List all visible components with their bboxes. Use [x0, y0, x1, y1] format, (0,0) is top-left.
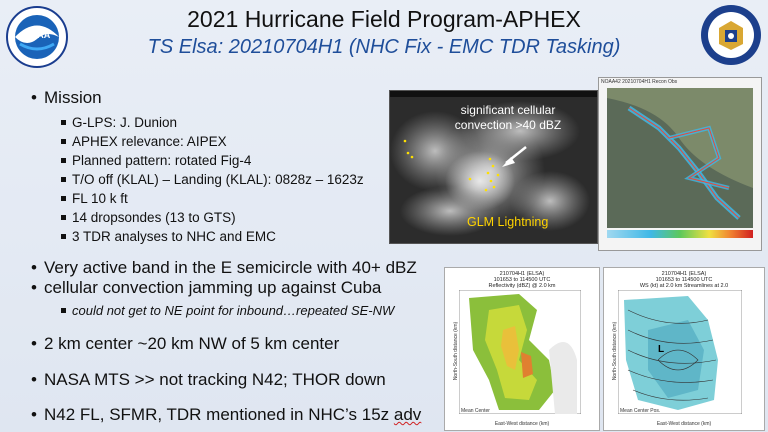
- bullet-mission: • Mission: [44, 88, 102, 108]
- satellite-image: [389, 90, 598, 244]
- mission-item: 3 TDR analyses to NHC and EMC: [72, 229, 276, 244]
- bullet-center: • 2 km center ~20 km NW of 5 km center: [44, 334, 339, 354]
- commerce-seal: [700, 4, 762, 66]
- wind-corner: Mean Center Pos.: [620, 408, 661, 414]
- mission-item: Planned pattern: rotated Fig-4: [72, 153, 252, 168]
- bullet-mts: • NASA MTS >> not tracking N42; THOR down: [44, 370, 386, 390]
- bullet-advisory: [44, 405, 421, 425]
- mission-item: 14 dropsondes (13 to GTS): [72, 210, 236, 225]
- wind-title-2: 101653 to 114500 UTC: [655, 277, 713, 283]
- reflectivity-ylabel: North-South distance (km): [453, 321, 460, 381]
- band-sub-item: could not get to NE point for inbound…repeated SE-NW: [72, 303, 395, 318]
- reflectivity-title-1: 210704H1 (ELSA): [499, 271, 545, 277]
- wind-panel: [603, 267, 765, 431]
- glm-legend: GLM Lightning: [467, 215, 549, 229]
- track-map-title: NOAA42 20210704H1 Recon Obs: [601, 79, 678, 85]
- flight-track-map: [598, 77, 762, 251]
- wind-ylabel: North-South distance (km): [612, 321, 619, 381]
- wind-title-1: 210704H1 (ELSA): [661, 271, 707, 277]
- bullet-band: • Very active band in the E semicircle with 40+ dBZ: [44, 258, 417, 278]
- low-center-mark: L: [658, 344, 665, 355]
- mission-item: T/O off (KLAL) – Landing (KLAL): 0828z – 1623z: [72, 172, 364, 187]
- reflectivity-title-2: 101653 to 114500 UTC: [493, 277, 551, 283]
- convection-callout: significant cellular convection >40 dBZ: [454, 103, 562, 132]
- reflectivity-corner: Mean Center: [461, 408, 490, 414]
- reflectivity-panel: [444, 267, 600, 431]
- wind-plot: [618, 290, 742, 414]
- wind-xlabel: East-West distance (km): [656, 421, 712, 427]
- advisory-text: N42 FL, SFMR, TDR mentioned in NHC’s 15z: [44, 405, 394, 424]
- track-map-graphic: [599, 78, 761, 250]
- reflectivity-plot: [459, 290, 581, 414]
- page-title: 2021 Hurricane Field Program-APHEX: [187, 6, 581, 32]
- advisory-word: adv: [393, 405, 422, 424]
- noaa-logo-text: NOAA: [23, 30, 51, 40]
- noaa-logo: [6, 6, 68, 68]
- page-subtitle: TS Elsa: 20210704H1 (NHC Fix - EMC TDR Tasking): [147, 36, 621, 58]
- bullet-band-line2: • cellular convection jamming up against Cuba: [44, 278, 381, 298]
- reflectivity-xlabel: East-West distance (km): [494, 421, 550, 427]
- mission-item: G-LPS: J. Dunion: [72, 115, 178, 130]
- reflectivity-title-3: Reflectivity (dBZ) @ 2.0 km: [488, 283, 556, 289]
- mission-item: FL 10 k ft: [72, 191, 128, 206]
- wind-title-3: WS (kt) at 2.0 km Streamlines at 2.0: [639, 283, 729, 289]
- mission-item: APHEX relevance: AIPEX: [72, 134, 227, 149]
